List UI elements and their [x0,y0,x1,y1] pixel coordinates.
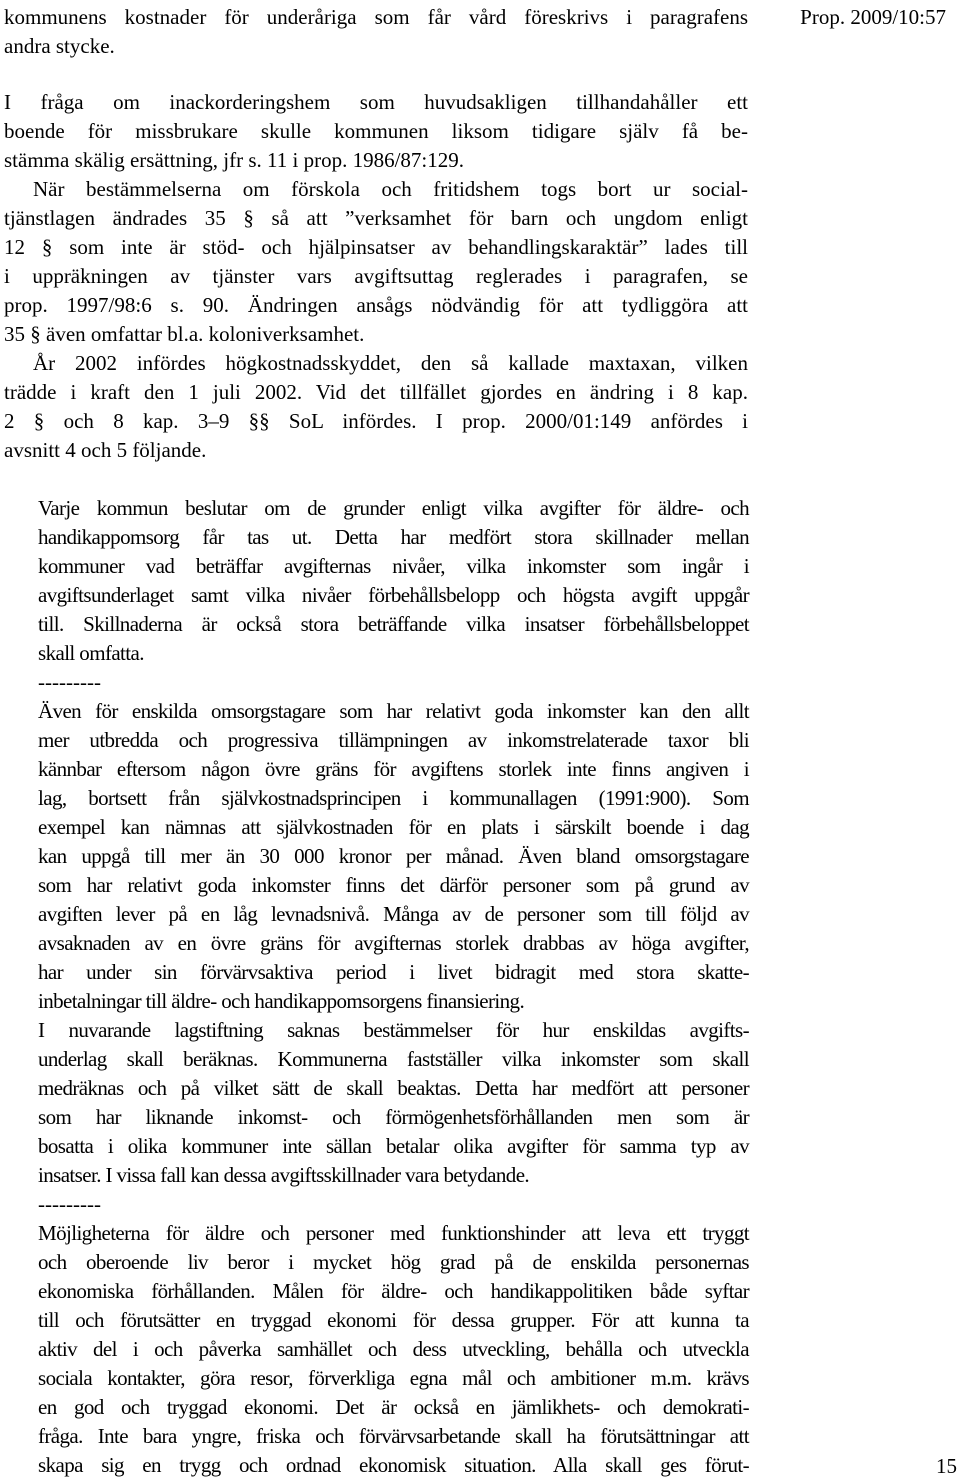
quote-line: till. Skillnaderna är också stora beträffande vilka insatser förbehållsbeloppet [38,612,749,636]
quote-line: avsaknaden av en övre gräns för avgifternas storlek drabbas av höga avgifter, [38,931,749,955]
text-line: boende för missbrukare skulle kommunen liksom tidigare själv få be- [4,119,748,143]
quote-line: I nuvarande lagstiftning saknas bestämmelser för hur enskildas avgifts- [38,1018,749,1042]
quote-line: insatser. I vissa fall kan dessa avgiftsskillnader vara betydande. [38,1163,530,1187]
quote-line: har under sin förvärvsaktiva period i livet bidragit med stora skatte- [38,960,749,984]
quote-line: kommuner vad beträffar avgifternas nivåer, vilka inkomster som ingår i [38,554,749,578]
quote-line: exempel kan nämnas att självkostnaden för en plats i särskilt boende i dag [38,815,749,839]
quote-line: inbetalningar till äldre- och handikappomsorgens finansiering. [38,989,525,1013]
quote-line: aktiv del i och påverka samhället och dess utveckling, behålla och utveckla [38,1337,749,1361]
quote-line: Även för enskilda omsorgstagare som har relativt goda inkomster kan den allt [38,699,749,723]
quote-line: och oberoende liv beror i mycket hög grad på de enskilda personernas [38,1250,749,1274]
text-line: När bestämmelserna om förskola och fritidshem togs bort ur social- [33,177,748,201]
quote-line: Möjligheterna för äldre och personer med funktionshinder att leva ett tryggt [38,1221,749,1245]
text-line: i uppräkningen av tjänster vars avgiftsuttag reglerades i paragrafen, se [4,264,748,288]
text-line: I fråga om inackorderingshem som huvudsakligen tillhandahåller ett [4,90,748,114]
text-line: År 2002 infördes högkostnadsskyddet, den så kallade maxtaxan, vilken [33,351,748,375]
quote-line: sociala kontakter, göra resor, förverkliga egna mål och ambitioner m.m. krävs [38,1366,749,1390]
quote-line: kan uppgå till mer än 30 000 kronor per månad. Även bland omsorgstagare [38,844,749,868]
quote-line: avgiften lever på en låg levnadsnivå. Många av de personer som till följd av [38,902,749,926]
quote-line: som har liknande inkomst- och förmögenhetsförhållanden men som är [38,1105,749,1129]
text-line: prop. 1997/98:6 s. 90. Ändringen ansågs nödvändig för att tydliggöra att [4,293,748,317]
quote-line: underlag skall beräknas. Kommunerna fastställer vilka inkomster som skall [38,1047,749,1071]
quote-line: en god och tryggad ekonomi. Det är också en jämlikhets- och demokrati- [38,1395,749,1419]
quote-line: skapa sig en trygg och ordnad ekonomisk situation. Alla skall ges förut- [38,1453,749,1477]
quote-line: bosatta i olika kommuner inte sällan betalar olika avgifter för samma typ av [38,1134,749,1158]
quote-line: Varje kommun beslutar om de grunder enligt vilka avgifter för äldre- och [38,496,749,520]
quote-line: avgiftsunderlaget samt vilka nivåer förbehållsbelopp och högsta avgift uppgår [38,583,749,607]
quote-line: lag, bortsett från självkostnadsprincipen i kommunallagen (1991:900). Som [38,786,749,810]
text-line: trädde i kraft den 1 juli 2002. Vid det tillfället gjordes en ändring i 8 kap. [4,380,748,404]
quote-line: handikappomsorg får tas ut. Detta har medfört stora skillnader mellan [38,525,749,549]
quote-line: ekonomiska förhållanden. Målen för äldre- och handikappolitiken både syftar [38,1279,749,1303]
text-line: tjänstlagen ändrades 35 § så att ”verksamhet för barn och ungdom enligt [4,206,748,230]
quote-line: fråga. Inte bara yngre, friska och förvärvsarbetande skall ha förutsättningar att [38,1424,749,1448]
text-line: 12 § som inte är stöd- och hjälpinsatser av behandlingskaraktär” lades till [4,235,748,259]
text-line: avsnitt 4 och 5 följande. [4,438,207,462]
quote-line: som har relativt goda inkomster finns det därför personer som på grund av [38,873,749,897]
text-line: kommunens kostnader för underåriga som får vård föreskrivs i paragrafens [4,5,748,29]
quote-line: skall omfatta. [38,641,144,665]
quote-line: kännbar eftersom någon övre gräns för avgiftens storlek inte finns angiven i [38,757,749,781]
proposition-reference: Prop. 2009/10:57 [800,5,946,29]
text-line: andra stycke. [4,34,115,58]
quote-line: medräknas och på vilket sätt de skall beaktas. Detta har medfört att personer [38,1076,749,1100]
text-line: 2 § och 8 kap. 3–9 §§ SoL infördes. I prop. 2000/01:149 anfördes i [4,409,748,433]
page-number: 15 [936,1454,957,1478]
quote-line: mer utbredda och progressiva tillämpningen av inkomstrelaterade taxor bli [38,728,749,752]
text-line: 35 § även omfattar bl.a. koloniverksamhet. [4,322,365,346]
quote-separator: --------- [38,1192,101,1216]
quote-separator: --------- [38,670,101,694]
quote-line: till och förutsätter en tryggad ekonomi för dessa grupper. För att kunna ta [38,1308,749,1332]
text-line: stämma skälig ersättning, jfr s. 11 i prop. 1986/87:129. [4,148,465,172]
